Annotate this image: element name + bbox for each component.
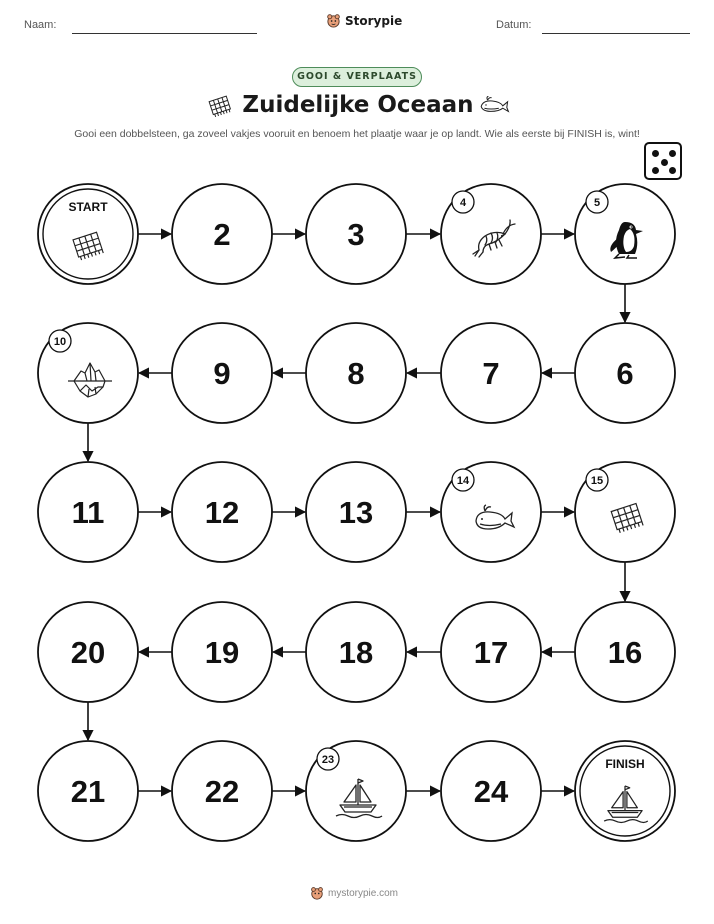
space-number: 12 <box>204 495 240 530</box>
board-space-8[interactable] <box>306 323 406 423</box>
space-number: 19 <box>204 635 240 670</box>
space-number: 23 <box>321 754 335 766</box>
board-space-3[interactable] <box>306 184 406 284</box>
space-number: 8 <box>347 356 365 391</box>
board-space-7[interactable] <box>441 323 541 423</box>
name-label: Naam: <box>24 19 57 31</box>
space-number: 15 <box>590 475 604 487</box>
start-label: START <box>68 200 108 214</box>
board-space-10[interactable] <box>38 323 138 423</box>
space-number: 4 <box>459 197 467 209</box>
board-space-24[interactable] <box>441 741 541 841</box>
board-space-16[interactable] <box>575 602 675 702</box>
board-space-4[interactable] <box>441 184 541 284</box>
board-space-22[interactable] <box>172 741 272 841</box>
page-title: Zuidelijke Oceaan <box>242 92 474 118</box>
space-number: 7 <box>482 356 500 391</box>
space-number: 10 <box>53 336 67 348</box>
board-space-23[interactable] <box>306 741 406 841</box>
board-space-11[interactable] <box>38 462 138 562</box>
board-space-19[interactable] <box>172 602 272 702</box>
space-number: 18 <box>338 635 374 670</box>
space-number: 3 <box>347 217 365 252</box>
board-space-15[interactable] <box>575 462 675 562</box>
board-space-14[interactable] <box>441 462 541 562</box>
space-number: 6 <box>616 356 634 391</box>
board-space-21[interactable] <box>38 741 138 841</box>
space-number: 5 <box>593 197 601 209</box>
board-space-9[interactable] <box>172 323 272 423</box>
space-number: 16 <box>607 635 643 670</box>
footer <box>310 886 398 900</box>
board-space-13[interactable] <box>306 462 406 562</box>
board-space-6[interactable] <box>575 323 675 423</box>
start-space[interactable] <box>38 184 138 284</box>
finish-space[interactable] <box>575 741 675 841</box>
footer-url: mystorypie.com <box>328 887 399 899</box>
instructions: Gooi een dobbelsteen, ga zoveel vakjes vooruit en benoem het plaatje waar je op landt. Wie als eerste bij FINISH is, wint! <box>74 128 640 140</box>
space-circle <box>38 184 138 284</box>
board-space-17[interactable] <box>441 602 541 702</box>
space-number: 2 <box>213 217 231 252</box>
board-space-2[interactable] <box>172 184 272 284</box>
board-space-18[interactable] <box>306 602 406 702</box>
space-number: 14 <box>456 475 470 487</box>
storypie-mascot-icon <box>310 886 324 900</box>
brand-name: Storypie <box>345 13 403 28</box>
date-label: Datum: <box>496 19 532 31</box>
space-number: 20 <box>70 635 106 670</box>
board-space-12[interactable] <box>172 462 272 562</box>
board-space-5[interactable] <box>575 184 675 284</box>
space-number: 24 <box>473 774 509 809</box>
space-number: 13 <box>338 495 374 530</box>
activity-badge: GOOI & VERPLAATS <box>292 67 422 87</box>
space-number: 21 <box>70 774 106 809</box>
board-space-20[interactable] <box>38 602 138 702</box>
space-number: 11 <box>71 495 105 530</box>
space-number: 22 <box>204 774 240 809</box>
space-number: 9 <box>213 356 231 391</box>
finish-label: FINISH <box>605 757 645 771</box>
space-number: 17 <box>473 635 509 670</box>
